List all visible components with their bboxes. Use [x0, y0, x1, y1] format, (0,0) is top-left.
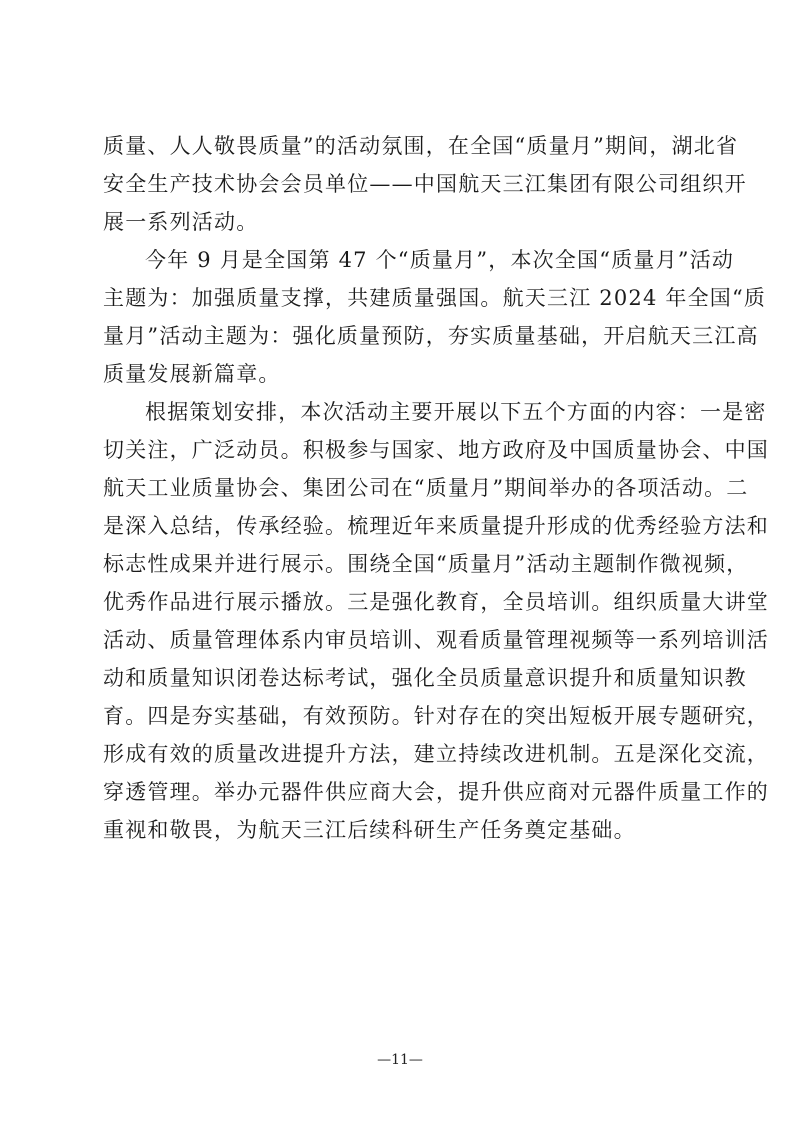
text-line: 是深入总结，传承经验。梳理近年来质量提升形成的优秀经验方法和: [103, 514, 769, 538]
text-line: 量月”活动主题为：强化质量预防，夯实质量基础，开启航天三江高: [103, 324, 759, 348]
text-line: 优秀作品进行展示播放。三是强化教育，全员培训。组织质量大讲堂: [103, 590, 769, 614]
text-line: 切关注，广泛动员。积极参与国家、地方政府及中国质量协会、中国: [103, 438, 769, 462]
page-number: —11—: [377, 1052, 423, 1068]
text-line: 穿透管理。举办元器件供应商大会，提升供应商对元器件质量工作的: [103, 780, 769, 804]
text-line: 标志性成果并进行展示。围绕全国“质量月”活动主题制作微视频，: [103, 552, 749, 576]
text-line: 根据策划安排，本次活动主要开展以下五个方面的内容：一是密: [145, 400, 767, 424]
text-line: 主题为：加强质量支撑，共建质量强国。航天三江 2024 年全国“质: [103, 286, 767, 310]
text-line: 展一系列活动。: [103, 210, 259, 234]
text-line: 航天工业质量协会、集团公司在“质量月”期间举办的各项活动。二: [103, 476, 749, 500]
body-text: [103, 127, 769, 849]
text-line: 形成有效的质量改进提升方法，建立持续改进机制。五是深化交流，: [103, 742, 769, 766]
text-line: 育。四是夯实基础，有效预防。针对存在的突出短板开展专题研究，: [103, 704, 769, 728]
text-line: 质量发展新篇章。: [103, 362, 281, 386]
text-line: 动和质量知识闭卷达标考试，强化全员质量意识提升和质量知识教: [103, 666, 747, 690]
text-line: 质量、人人敬畏质量”的活动氛围，在全国“质量月”期间，湖北省: [103, 134, 739, 158]
text-line: 活动、质量管理体系内审员培训、观看质量管理视频等一系列培训活: [103, 628, 769, 652]
text-line: 今年 9 月是全国第 47 个“质量月”，本次全国“质量月”活动: [145, 248, 735, 272]
text-line: 安全生产技术协会会员单位——中国航天三江集团有限公司组织开: [103, 172, 747, 196]
text-line: 重视和敬畏，为航天三江后续科研生产任务奠定基础。: [103, 818, 636, 842]
